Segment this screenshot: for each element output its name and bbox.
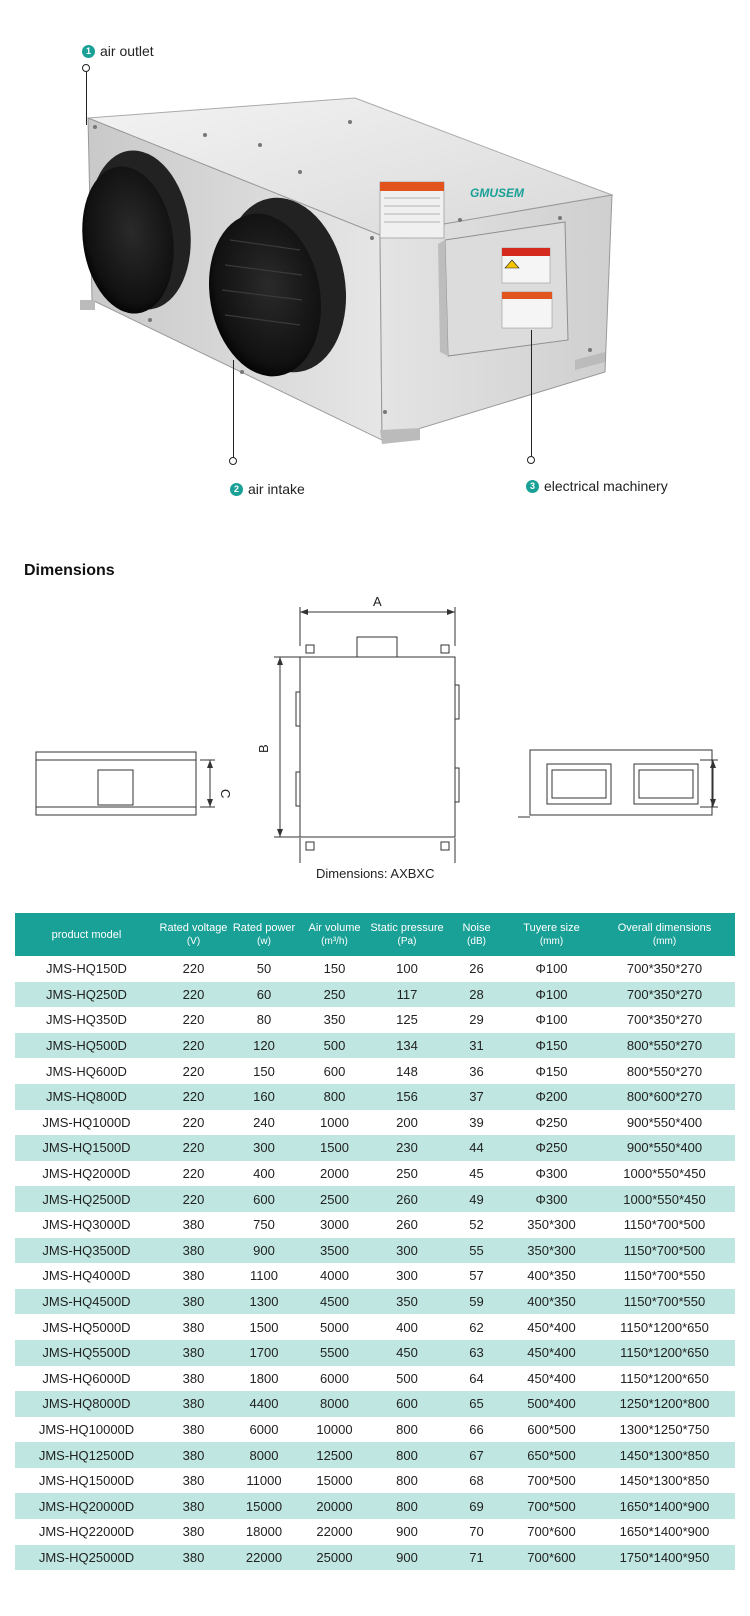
- table-cell: 260: [370, 1186, 444, 1212]
- column-header-unit: (w): [257, 935, 271, 947]
- table-cell: Φ250: [535, 1114, 568, 1130]
- column-header-title: Air volume: [308, 921, 361, 934]
- callout-label: air intake: [248, 481, 305, 497]
- table-row: [15, 1417, 735, 1443]
- table-cell: 45: [469, 1166, 484, 1182]
- dimension-caption: Dimensions: AXBXC: [316, 866, 435, 881]
- table-cell: Φ150: [509, 1033, 594, 1059]
- table-cell: 800: [370, 1442, 444, 1468]
- table-cell: JMS-HQ2500D: [15, 1186, 158, 1212]
- table-cell: 1800: [249, 1370, 279, 1386]
- callout-number: 3: [526, 480, 539, 493]
- table-cell: 900*550*400: [626, 1114, 703, 1130]
- table-cell: 68: [469, 1473, 484, 1489]
- column-header-unit: (mm): [652, 935, 677, 947]
- table-row: [15, 1135, 735, 1161]
- callout-number: 2: [230, 483, 243, 496]
- table-cell: 1100: [250, 1268, 278, 1284]
- table-cell: 220: [182, 1114, 205, 1130]
- column-header-unit: (mm): [539, 935, 564, 947]
- table-cell: 700*600: [509, 1545, 594, 1571]
- table-cell: 450: [370, 1340, 444, 1366]
- column-header-unit: (m³/h): [321, 935, 348, 947]
- callout-label: air outlet: [100, 43, 154, 59]
- table-row: [15, 1007, 735, 1033]
- table-cell: JMS-HQ6000D: [42, 1370, 131, 1386]
- end-view-box: [530, 750, 712, 815]
- table-cell: Φ300: [535, 1166, 568, 1182]
- table-cell: 800: [396, 1473, 418, 1489]
- table-cell: 220: [158, 1135, 229, 1161]
- table-cell: 80: [256, 1012, 272, 1028]
- table-cell: 380: [158, 1442, 229, 1468]
- dimension-drawings: [0, 590, 750, 895]
- table-cell: JMS-HQ4000D: [42, 1268, 131, 1284]
- table-cell: 148: [396, 1063, 418, 1079]
- table-cell: 380: [158, 1391, 229, 1417]
- table-cell: 700*350*270: [626, 961, 703, 977]
- table-row: [15, 1340, 735, 1366]
- table-cell: 50: [256, 961, 272, 977]
- table-cell: 900*550*400: [594, 1135, 735, 1161]
- table-cell: 350*300: [509, 1238, 594, 1264]
- table-cell: 117: [370, 982, 444, 1008]
- table-cell: 1000*550*450: [594, 1186, 735, 1212]
- table-cell: 59: [444, 1289, 509, 1315]
- table-cell: 150: [253, 1063, 275, 1079]
- leader-dot: [229, 457, 237, 465]
- table-cell: 39: [469, 1114, 484, 1130]
- table-cell: 2500: [299, 1186, 370, 1212]
- table-row: [15, 1212, 735, 1238]
- column-header-title: Noise: [462, 921, 491, 934]
- table-cell: 350: [370, 1289, 444, 1315]
- table-cell: 400: [396, 1319, 418, 1335]
- table-cell: 800: [299, 1084, 370, 1110]
- table-cell: 260: [396, 1217, 418, 1233]
- table-cell: 37: [444, 1084, 509, 1110]
- table-cell: 63: [444, 1340, 509, 1366]
- column-header: [15, 913, 158, 956]
- table-cell: 28: [444, 982, 509, 1008]
- table-cell: 1450*1300*850: [619, 1473, 710, 1489]
- table-cell: 5000: [320, 1319, 349, 1335]
- callout-air-intake: [230, 481, 305, 497]
- table-cell: 5500: [299, 1340, 370, 1366]
- table-row: [15, 1084, 735, 1110]
- table-cell: 400: [253, 1166, 275, 1182]
- table-cell: Φ300: [509, 1186, 594, 1212]
- label-c: C: [218, 789, 233, 799]
- table-cell: 49: [444, 1186, 509, 1212]
- table-cell: 220: [182, 1166, 205, 1182]
- table-row: [15, 956, 735, 982]
- table-cell: JMS-HQ250D: [15, 982, 158, 1008]
- table-cell: 71: [444, 1545, 509, 1571]
- table-cell: 1150*700*550: [594, 1289, 735, 1315]
- callout-label: electrical machinery: [544, 478, 668, 494]
- table-cell: 160: [229, 1084, 299, 1110]
- table-cell: 350: [323, 1012, 346, 1028]
- table-cell: 380: [158, 1545, 229, 1571]
- table-cell: 57: [469, 1268, 484, 1284]
- table-cell: 220: [182, 1012, 205, 1028]
- column-header: [299, 913, 370, 956]
- table-row: [15, 1519, 735, 1545]
- table-cell: 1150*700*550: [623, 1268, 706, 1284]
- table-cell: 2000: [320, 1166, 349, 1182]
- table-cell: 100: [396, 961, 418, 977]
- table-cell: 300: [229, 1135, 299, 1161]
- table-body: [15, 956, 735, 1570]
- column-header-title: product model: [51, 928, 122, 941]
- column-header: [444, 913, 509, 956]
- table-cell: 15000: [316, 1473, 353, 1489]
- table-cell: JMS-HQ4500D: [15, 1289, 158, 1315]
- table-cell: 250: [396, 1166, 418, 1182]
- table-cell: 134: [370, 1033, 444, 1059]
- table-cell: JMS-HQ2000D: [42, 1166, 131, 1182]
- table-cell: 4500: [299, 1289, 370, 1315]
- table-cell: 125: [396, 1012, 418, 1028]
- table-cell: 800: [396, 1421, 418, 1437]
- table-cell: 1300: [229, 1289, 299, 1315]
- table-cell: JMS-HQ12500D: [15, 1442, 158, 1468]
- table-row: [15, 1391, 735, 1417]
- table-cell: JMS-HQ3500D: [15, 1238, 158, 1264]
- table-cell: JMS-HQ1000D: [42, 1114, 131, 1130]
- table-cell: JMS-HQ20000D: [15, 1493, 158, 1519]
- column-header: [229, 913, 299, 956]
- table-cell: 220: [158, 1033, 229, 1059]
- table-cell: 120: [229, 1033, 299, 1059]
- table-cell: 380: [182, 1268, 205, 1284]
- table-cell: 15000: [229, 1493, 299, 1519]
- table-cell: 700*500: [509, 1493, 594, 1519]
- table-cell: 700*350*270: [594, 982, 735, 1008]
- table-cell: 750: [253, 1217, 275, 1233]
- column-header: [158, 913, 229, 956]
- table-cell: 230: [370, 1135, 444, 1161]
- table-cell: 62: [469, 1319, 484, 1335]
- table-cell: 380: [182, 1421, 205, 1437]
- table-row: [15, 1545, 735, 1571]
- table-cell: 650*500: [509, 1442, 594, 1468]
- table-cell: 29: [469, 1012, 484, 1028]
- table-cell: 25000: [299, 1545, 370, 1571]
- fan-box-image: [0, 0, 750, 520]
- table-cell: 20000: [299, 1493, 370, 1519]
- table-cell: Φ150: [535, 1063, 568, 1079]
- label-a: A: [373, 594, 382, 609]
- leader-line: [531, 330, 532, 458]
- table-row: [15, 1442, 735, 1468]
- table-cell: 8000: [299, 1391, 370, 1417]
- table-cell: 1150*700*500: [623, 1217, 706, 1233]
- table-cell: 240: [253, 1114, 275, 1130]
- table-cell: 1250*1200*800: [594, 1391, 735, 1417]
- table-cell: 380: [182, 1524, 205, 1540]
- table-cell: JMS-HQ3000D: [42, 1217, 131, 1233]
- table-cell: 220: [158, 982, 229, 1008]
- side-view-box: [36, 752, 196, 815]
- table-cell: 6000: [249, 1421, 279, 1437]
- table-cell: 156: [370, 1084, 444, 1110]
- table-cell: 700*500: [527, 1473, 576, 1489]
- table-cell: 220: [158, 1186, 229, 1212]
- table-cell: 450*400: [509, 1340, 594, 1366]
- table-cell: 220: [182, 1063, 205, 1079]
- table-cell: 200: [396, 1114, 418, 1130]
- table-cell: 4000: [320, 1268, 349, 1284]
- table-cell: Φ100: [535, 1012, 568, 1028]
- table-cell: JMS-HQ500D: [15, 1033, 158, 1059]
- table-cell: 600*500: [527, 1421, 576, 1437]
- table-cell: 400*350: [509, 1289, 594, 1315]
- top-view-box: [300, 657, 455, 837]
- table-cell: 55: [444, 1238, 509, 1264]
- table-cell: 400*350: [527, 1268, 576, 1284]
- column-header-unit: (Pa): [397, 935, 417, 947]
- table-cell: 1450*1300*850: [594, 1442, 735, 1468]
- table-cell: Φ250: [509, 1135, 594, 1161]
- table-row: [15, 1186, 735, 1212]
- table-cell: 52: [469, 1217, 484, 1233]
- table-cell: 300: [370, 1238, 444, 1264]
- column-header-title: Rated power: [232, 921, 296, 934]
- leader-line: [233, 360, 234, 460]
- table-cell: 150: [323, 961, 346, 977]
- column-header-title: Overall dimensions: [617, 921, 712, 934]
- callout-electrical-machinery: [526, 478, 668, 494]
- table-cell: 1500: [249, 1319, 279, 1335]
- column-header-title: Static pressure: [370, 921, 444, 934]
- column-header: [594, 913, 735, 956]
- table-cell: 450*400: [527, 1370, 576, 1386]
- table-cell: 700*600: [527, 1524, 576, 1540]
- table-cell: JMS-HQ25000D: [15, 1545, 158, 1571]
- table-row: [15, 1238, 735, 1264]
- table-cell: 69: [444, 1493, 509, 1519]
- table-cell: Φ100: [535, 961, 568, 977]
- table-cell: 600: [229, 1186, 299, 1212]
- table-cell: 22000: [316, 1524, 353, 1540]
- column-header-title: Rated voltage: [159, 921, 228, 934]
- table-cell: JMS-HQ600D: [46, 1063, 127, 1079]
- leader-line: [86, 70, 87, 125]
- spec-table: [15, 913, 735, 1570]
- table-cell: 67: [444, 1442, 509, 1468]
- table-cell: 500*400: [509, 1391, 594, 1417]
- table-row: [15, 1110, 735, 1136]
- table-cell: 500: [299, 1033, 370, 1059]
- table-cell: 450*400: [527, 1319, 576, 1335]
- column-header: [509, 913, 594, 956]
- table-row: [15, 982, 735, 1008]
- table-cell: 1500: [299, 1135, 370, 1161]
- column-header-unit: (dB): [467, 935, 486, 947]
- table-cell: 22000: [229, 1545, 299, 1571]
- table-cell: 380: [158, 1289, 229, 1315]
- table-cell: JMS-HQ1500D: [15, 1135, 158, 1161]
- table-cell: 500: [396, 1370, 418, 1386]
- brand-logo: GMUSEM: [470, 186, 524, 200]
- table-cell: 36: [469, 1063, 484, 1079]
- table-header-row: [15, 913, 735, 956]
- table-cell: 1150*700*500: [594, 1238, 735, 1264]
- table-cell: 800*550*270: [626, 1063, 703, 1079]
- top-view-box-electrical: [357, 637, 397, 657]
- table-cell: 380: [182, 1473, 205, 1489]
- table-cell: 26: [469, 961, 484, 977]
- table-cell: 70: [469, 1524, 484, 1540]
- table-row: [15, 1493, 735, 1519]
- table-cell: JMS-HQ22000D: [38, 1524, 135, 1540]
- table-cell: JMS-HQ150D: [46, 961, 127, 977]
- column-header: [370, 913, 444, 956]
- table-cell: 1650*1400*900: [619, 1524, 710, 1540]
- product-illustration: [0, 0, 750, 520]
- table-cell: 4400: [229, 1391, 299, 1417]
- table-cell: 44: [444, 1135, 509, 1161]
- table-cell: 900: [370, 1545, 444, 1571]
- table-cell: 380: [158, 1493, 229, 1519]
- table-cell: 220: [182, 961, 205, 977]
- table-cell: 3000: [320, 1217, 349, 1233]
- table-cell: 31: [444, 1033, 509, 1059]
- table-cell: JMS-HQ5000D: [42, 1319, 131, 1335]
- table-cell: 1750*1400*950: [594, 1545, 735, 1571]
- table-cell: 64: [469, 1370, 484, 1386]
- table-cell: 8000: [229, 1442, 299, 1468]
- leader-dot: [527, 456, 535, 464]
- table-row: [15, 1058, 735, 1084]
- table-row: [15, 1468, 735, 1494]
- table-cell: 1150*1200*650: [620, 1319, 709, 1335]
- table-cell: 600: [323, 1063, 346, 1079]
- table-cell: 220: [158, 1084, 229, 1110]
- table-cell: 700*350*270: [626, 1012, 703, 1028]
- table-cell: 11000: [246, 1473, 282, 1489]
- callout-number: 1: [82, 45, 95, 58]
- table-cell: 6000: [320, 1370, 349, 1386]
- table-cell: 380: [182, 1370, 205, 1386]
- table-cell: 1000*550*450: [623, 1166, 706, 1182]
- table-cell: 60: [229, 982, 299, 1008]
- table-cell: 1150*1200*650: [620, 1370, 709, 1386]
- table-cell: 800*550*270: [594, 1033, 735, 1059]
- label-b: B: [256, 744, 271, 753]
- table-cell: JMS-HQ5500D: [15, 1340, 158, 1366]
- table-cell: 10000: [316, 1421, 353, 1437]
- table-row: [15, 1314, 735, 1340]
- table-cell: 3500: [299, 1238, 370, 1264]
- table-cell: 1700: [229, 1340, 299, 1366]
- table-cell: 800: [370, 1493, 444, 1519]
- table-cell: Φ200: [509, 1084, 594, 1110]
- callout-air-outlet: [82, 43, 154, 59]
- table-cell: 65: [444, 1391, 509, 1417]
- table-cell: 66: [469, 1421, 484, 1437]
- column-header-unit: (V): [186, 935, 201, 947]
- table-cell: 380: [158, 1238, 229, 1264]
- table-row: [15, 1263, 735, 1289]
- table-cell: JMS-HQ350D: [46, 1012, 127, 1028]
- table-cell: 380: [182, 1217, 205, 1233]
- table-cell: JMS-HQ15000D: [38, 1473, 135, 1489]
- table-cell: 380: [182, 1319, 205, 1335]
- table-row: [15, 1033, 735, 1059]
- table-cell: 1150*1200*650: [594, 1340, 735, 1366]
- leader-dot: [82, 64, 90, 72]
- table-cell: 800*600*270: [594, 1084, 735, 1110]
- table-cell: 250: [299, 982, 370, 1008]
- table-cell: Φ100: [509, 982, 594, 1008]
- table-row: [15, 1366, 735, 1392]
- table-cell: 380: [158, 1340, 229, 1366]
- table-cell: 900: [396, 1524, 418, 1540]
- table-row: [15, 1161, 735, 1187]
- table-cell: 600: [370, 1391, 444, 1417]
- table-row: [15, 1289, 735, 1315]
- table-cell: JMS-HQ8000D: [15, 1391, 158, 1417]
- table-cell: 12500: [299, 1442, 370, 1468]
- side-view-opening: [98, 770, 133, 805]
- table-cell: 350*300: [527, 1217, 576, 1233]
- table-cell: 18000: [245, 1524, 283, 1540]
- section-title: Dimensions: [24, 562, 115, 579]
- table-cell: JMS-HQ10000D: [38, 1421, 135, 1437]
- table-cell: 300: [396, 1268, 418, 1284]
- column-header-title: Tuyere size: [523, 921, 580, 934]
- table-cell: JMS-HQ800D: [15, 1084, 158, 1110]
- table-cell: 1300*1250*750: [619, 1421, 710, 1437]
- table-cell: 1650*1400*900: [594, 1493, 735, 1519]
- table-cell: 900: [229, 1238, 299, 1264]
- table-cell: 1000: [320, 1114, 349, 1130]
